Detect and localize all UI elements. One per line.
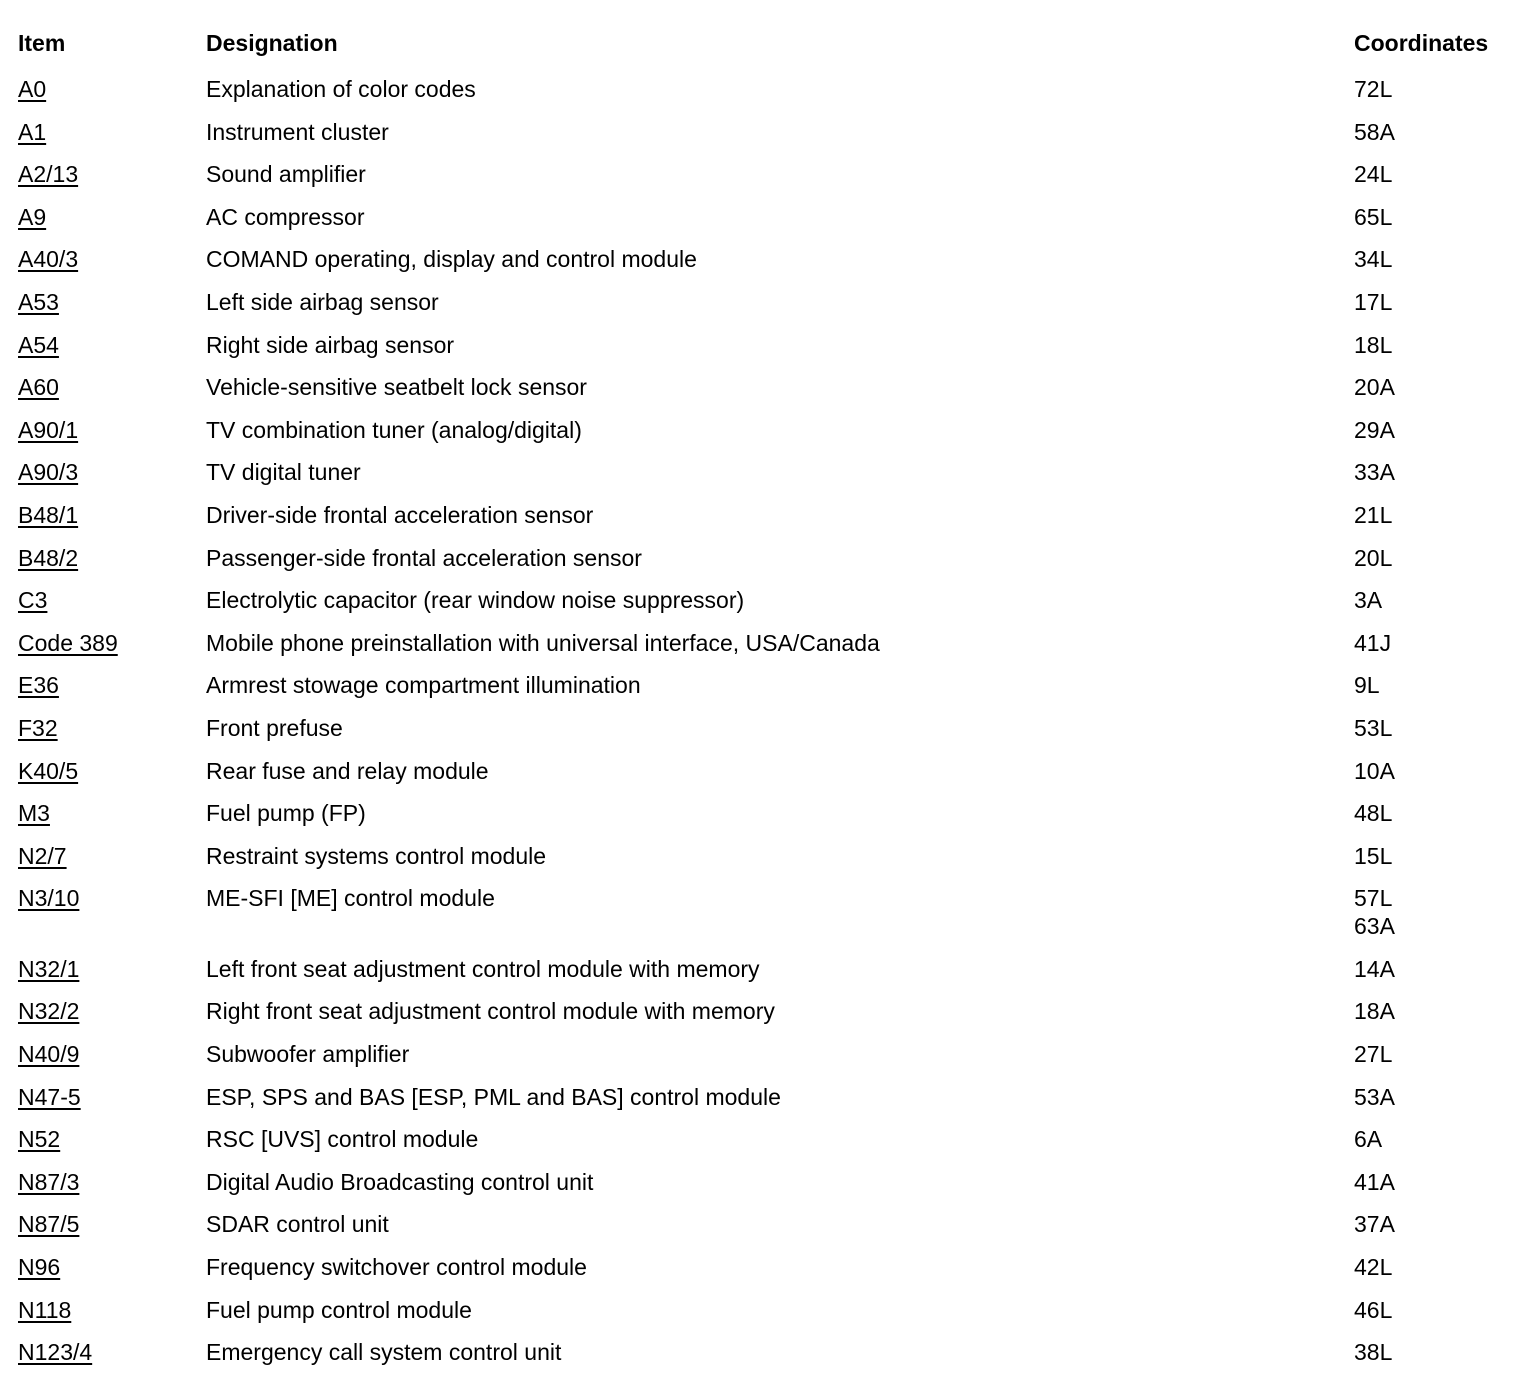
item-link[interactable]: A0 <box>18 76 47 102</box>
item-cell <box>18 1210 79 1238</box>
coordinate-value: 29A <box>1354 416 1395 443</box>
coordinate-value: 20A <box>1354 374 1395 401</box>
table-row <box>0 113 1536 156</box>
coordinates-cell <box>1354 1168 1395 1196</box>
coordinates-cell <box>1354 203 1392 231</box>
designation-cell: Frequency switchover control module <box>206 1254 587 1281</box>
item-link[interactable]: A90/3 <box>18 459 79 486</box>
coordinate-value: 65L <box>1354 203 1393 230</box>
table-row <box>0 1078 1536 1121</box>
item-link[interactable]: N87/3 <box>18 1168 80 1195</box>
item-cell <box>18 373 59 401</box>
item-cell <box>18 1125 60 1153</box>
designation-cell: TV digital tuner <box>206 459 361 486</box>
designation-cell: Front prefuse <box>206 714 343 741</box>
designation-cell: Fuel pump (FP) <box>206 800 366 827</box>
coordinates-cell <box>1354 955 1395 983</box>
coordinates-cell <box>1354 714 1392 742</box>
coordinates-cell <box>1354 629 1391 657</box>
table-row <box>0 837 1536 880</box>
designation-cell: Subwoofer amplifier <box>206 1041 410 1068</box>
designation-cell: Passenger-side frontal acceleration sensor <box>206 544 642 571</box>
coordinates-cell <box>1354 1210 1395 1238</box>
item-link[interactable]: A40/3 <box>18 246 79 273</box>
designation-cell: Armrest stowage compartment illumination <box>206 672 641 699</box>
item-link[interactable]: N96 <box>18 1254 61 1281</box>
coordinate-value: 14A <box>1354 955 1395 982</box>
coordinate-value: 6A <box>1354 1126 1383 1153</box>
designation-cell: Left front seat adjustment control module with memory <box>206 955 760 982</box>
coordinates-cell <box>1354 586 1382 614</box>
coordinate-value: 72L <box>1354 76 1393 102</box>
coordinates-cell <box>1354 373 1395 401</box>
coordinate-value: 18A <box>1354 998 1395 1025</box>
designation-cell: Digital Audio Broadcasting control unit <box>206 1168 594 1195</box>
table-row <box>0 453 1536 496</box>
coordinate-value: 24L <box>1354 161 1393 188</box>
coordinate-value: 57L <box>1354 885 1393 912</box>
item-cell <box>18 501 78 529</box>
item-cell <box>18 160 78 188</box>
table-row <box>0 155 1536 198</box>
item-link[interactable]: F32 <box>18 714 58 741</box>
coordinates-cell <box>1354 1083 1395 1111</box>
table-row <box>0 496 1536 539</box>
coordinates-cell <box>1354 1253 1392 1281</box>
item-cell <box>18 884 79 912</box>
table-row <box>0 411 1536 454</box>
coordinate-value: 41A <box>1354 1168 1395 1195</box>
item-link[interactable]: A60 <box>18 374 59 401</box>
coordinates-cell <box>1354 1040 1392 1068</box>
coordinate-value: 53L <box>1354 714 1393 741</box>
table-row <box>0 752 1536 795</box>
item-cell <box>18 714 58 742</box>
table-row <box>0 624 1536 667</box>
table-row <box>0 326 1536 369</box>
item-cell <box>18 629 118 657</box>
coordinate-value: 9L <box>1354 672 1380 699</box>
item-link[interactable]: Code 389 <box>18 629 118 656</box>
table-row <box>0 1248 1536 1291</box>
coordinate-value: 17L <box>1354 288 1393 315</box>
table-row <box>0 581 1536 624</box>
item-cell <box>18 203 46 231</box>
coordinate-value: 37A <box>1354 1211 1395 1238</box>
item-link[interactable]: N52 <box>18 1126 61 1153</box>
item-cell <box>18 671 59 699</box>
item-cell <box>18 955 79 983</box>
table-row <box>0 1333 1536 1376</box>
coordinate-value: 63A <box>1354 913 1395 940</box>
table-row <box>0 240 1536 283</box>
table-body <box>0 70 1536 1376</box>
item-link[interactable]: A90/1 <box>18 416 79 443</box>
item-link[interactable]: C3 <box>18 587 48 614</box>
coordinates-cell <box>1354 118 1395 146</box>
item-link[interactable]: E36 <box>18 672 59 699</box>
table-header-row <box>0 30 1536 66</box>
item-cell <box>18 1296 71 1324</box>
coordinates-cell <box>1354 331 1392 359</box>
item-cell <box>18 331 59 359</box>
coordinates-cell <box>1354 997 1395 1025</box>
designation-cell: Right side airbag sensor <box>206 331 455 358</box>
table-row <box>0 1120 1536 1163</box>
coordinates-cell <box>1354 799 1392 827</box>
designation-cell: Emergency call system control unit <box>206 1339 562 1366</box>
designation-cell: COMAND operating, display and control module <box>206 246 697 273</box>
item-link[interactable]: N40/9 <box>18 1041 80 1068</box>
item-link[interactable]: A2/13 <box>18 161 79 188</box>
coordinates-cell <box>1354 288 1392 316</box>
item-link[interactable]: N3/10 <box>18 885 80 912</box>
coordinate-value: 53A <box>1354 1083 1395 1110</box>
designation-cell: Left side airbag sensor <box>206 288 439 315</box>
item-link[interactable]: A9 <box>18 203 47 230</box>
item-cell <box>18 757 78 785</box>
table-row <box>0 368 1536 411</box>
item-cell <box>18 586 47 614</box>
coordinates-cell <box>1354 884 1395 940</box>
coordinates-cell <box>1354 544 1392 572</box>
item-cell <box>18 118 46 146</box>
coordinate-value: 34L <box>1354 246 1393 273</box>
table-row <box>0 1205 1536 1248</box>
designation-cell: Explanation of color codes <box>206 76 476 102</box>
table-row <box>0 879 1536 950</box>
coordinates-cell <box>1354 416 1395 444</box>
designation-cell: Restraint systems control module <box>206 842 547 869</box>
designation-cell: Driver-side frontal acceleration sensor <box>206 501 594 528</box>
item-link[interactable]: K40/5 <box>18 757 79 784</box>
coordinates-cell <box>1354 501 1392 529</box>
item-cell <box>18 288 59 316</box>
coordinate-value: 21L <box>1354 501 1393 528</box>
item-cell <box>18 458 78 486</box>
coordinates-cell <box>1354 245 1392 273</box>
item-cell <box>18 1338 92 1366</box>
item-link[interactable]: N47-5 <box>18 1083 81 1110</box>
designation-cell: Sound amplifier <box>206 161 366 188</box>
coordinate-value: 41J <box>1354 629 1392 656</box>
table-row <box>0 992 1536 1035</box>
designation-cell: Right front seat adjustment control module with memory <box>206 998 775 1025</box>
item-cell <box>18 842 67 870</box>
designation-cell: TV combination tuner (analog/digital) <box>206 416 582 443</box>
coordinate-value: 20L <box>1354 544 1393 571</box>
coordinate-value: 15L <box>1354 842 1393 869</box>
designation-cell: Mobile phone preinstallation with universal interface, USA/Canada <box>206 629 880 656</box>
item-link[interactable]: N32/2 <box>18 998 80 1025</box>
coordinate-value: 3A <box>1354 587 1383 614</box>
designation-cell: Fuel pump control module <box>206 1296 472 1323</box>
item-link[interactable]: B48/1 <box>18 501 79 528</box>
coordinate-value: 18L <box>1354 331 1393 358</box>
coordinate-value: 42L <box>1354 1254 1393 1281</box>
item-link[interactable]: N118 <box>18 1296 72 1323</box>
table-row <box>0 950 1536 993</box>
item-cell <box>18 1040 79 1068</box>
table-row <box>0 539 1536 582</box>
table-row <box>0 1163 1536 1206</box>
coordinates-cell <box>1354 458 1395 486</box>
table-row <box>0 1035 1536 1078</box>
coordinate-value: 10A <box>1354 757 1395 784</box>
designation-cell: Electrolytic capacitor (rear window noise suppressor) <box>206 587 745 614</box>
designation-cell: Vehicle-sensitive seatbelt lock sensor <box>206 374 587 401</box>
designation-cell: Rear fuse and relay module <box>206 757 489 784</box>
item-cell <box>18 416 78 444</box>
coordinates-cell <box>1354 160 1392 188</box>
item-link[interactable]: N2/7 <box>18 842 67 869</box>
coordinate-value: 46L <box>1354 1296 1393 1323</box>
item-cell <box>18 997 79 1025</box>
designation-cell: SDAR control unit <box>206 1211 389 1238</box>
designation-cell: AC compressor <box>206 203 365 230</box>
coordinates-cell <box>1354 757 1395 785</box>
coordinates-cell <box>1354 1296 1392 1324</box>
designation-cell: ME-SFI [ME] control module <box>206 885 495 912</box>
header-designation: Designation <box>206 30 338 56</box>
coordinate-value: 48L <box>1354 800 1393 827</box>
item-link[interactable]: A1 <box>18 118 47 145</box>
coordinates-cell <box>1354 1338 1392 1366</box>
item-link[interactable]: M3 <box>18 800 50 827</box>
item-link[interactable]: A53 <box>18 288 59 315</box>
table-row <box>0 70 1536 113</box>
designation-cell: RSC [UVS] control module <box>206 1126 479 1153</box>
table-row <box>0 1291 1536 1334</box>
item-link[interactable]: A54 <box>18 331 59 358</box>
table-row <box>0 666 1536 709</box>
coordinates-cell <box>1354 1125 1382 1153</box>
coordinate-value: 58A <box>1354 118 1395 145</box>
item-cell <box>18 799 50 827</box>
header-item: Item <box>18 30 66 56</box>
coordinate-value: 27L <box>1354 1041 1393 1068</box>
table-row <box>0 709 1536 752</box>
item-link[interactable]: N123/4 <box>18 1339 93 1366</box>
item-cell <box>18 245 78 273</box>
table-row <box>0 198 1536 241</box>
coordinates-cell <box>1354 75 1392 103</box>
designation-cell: Instrument cluster <box>206 118 389 145</box>
item-cell <box>18 1253 60 1281</box>
designation-cell: ESP, SPS and BAS [ESP, PML and BAS] control module <box>206 1083 781 1110</box>
item-cell <box>18 1168 79 1196</box>
item-cell <box>18 75 46 103</box>
table-row <box>0 283 1536 326</box>
coordinates-cell <box>1354 671 1380 699</box>
header-coordinates: Coordinates <box>1354 30 1489 56</box>
table-row <box>0 794 1536 837</box>
item-cell <box>18 1083 81 1111</box>
coordinate-value: 33A <box>1354 459 1395 486</box>
item-link[interactable]: N32/1 <box>18 955 80 982</box>
item-link[interactable]: B48/2 <box>18 544 79 571</box>
coordinate-value: 38L <box>1354 1339 1393 1366</box>
coordinates-cell <box>1354 842 1392 870</box>
item-link[interactable]: N87/5 <box>18 1211 80 1238</box>
item-cell <box>18 544 78 572</box>
